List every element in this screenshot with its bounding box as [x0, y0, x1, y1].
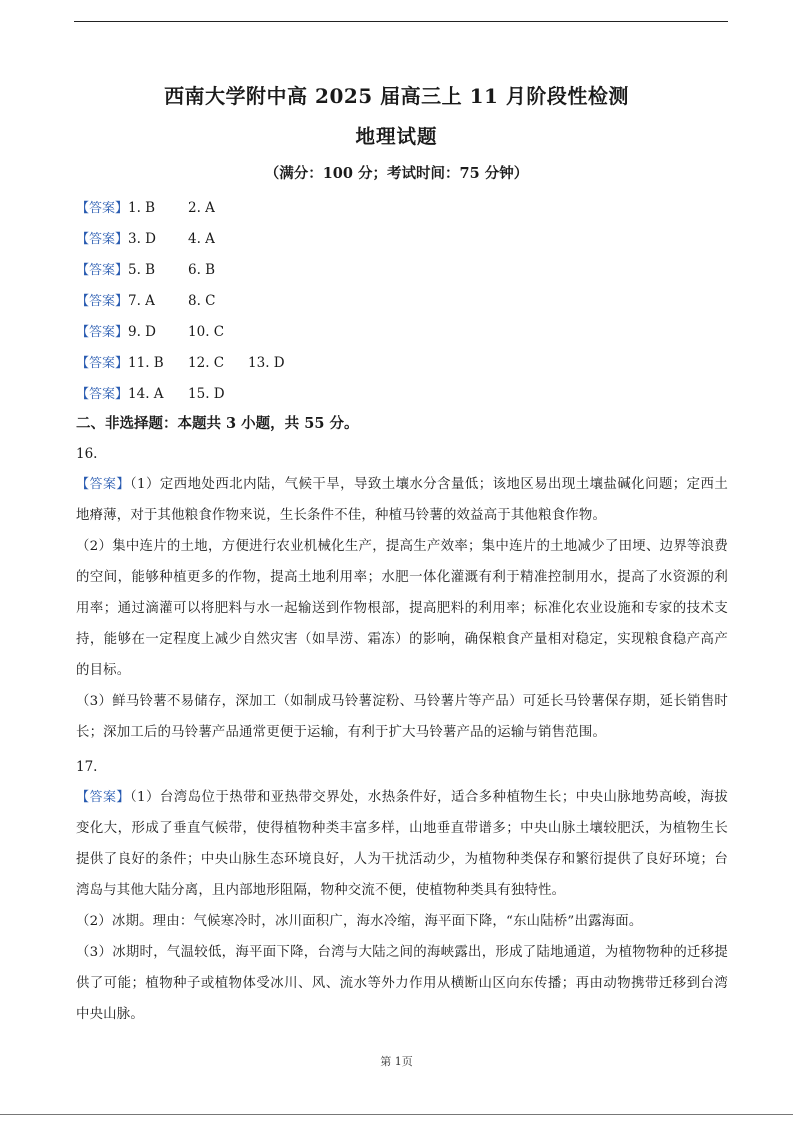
answer-row	[76, 228, 248, 247]
answer-tag: 【答案】	[76, 387, 129, 402]
page-number: 第 1页	[380, 1055, 413, 1068]
answer-item: 14. A	[128, 386, 164, 402]
question-number: 17.	[76, 759, 98, 775]
answer-item: 6. B	[188, 262, 216, 278]
section-title: 二、非选择题：本题共 3 小题，共 55 分。	[76, 415, 359, 432]
answer-tag: 【答案】	[76, 477, 130, 492]
answer-item: 1. B	[128, 200, 156, 216]
answer-tag: 【答案】	[76, 201, 129, 216]
answer-text: （1）台湾岛位于热带和亚热带交界处，水热条件好，适合多种植物生长；中央山脉地势高峻，海拔变化大，形成了垂直气候带，使得植物种类丰富多样，山地垂直带谱多；中央山脉土壤较肥沃，为植物生长提供了良好的条件；中央山脉生态环境良好，人为干扰活动少，为植物种类保存和繁衍提供了良好环境；台湾岛与其他大陆分离，且内部地形阻隔，物种交流不便，使植物种类具有独特性。	[76, 790, 728, 898]
answer-item: 5. B	[128, 262, 156, 278]
answer-tag: 【答案】	[76, 790, 130, 805]
page-title: 西南大学附中高 2025 届高三上 11 月阶段性检测	[164, 84, 629, 108]
answer-item: 11. B	[128, 355, 164, 371]
answer-row	[76, 352, 308, 371]
page-subtitle: 地理试题	[355, 125, 438, 148]
answer-row	[76, 259, 248, 278]
answer-item: 15. D	[188, 386, 225, 402]
answer-item: 2. A	[188, 200, 215, 216]
answer-tag: 【答案】	[76, 356, 129, 371]
answer-paragraph: （3）鲜马铃薯不易储存，深加工（如制成马铃薯淀粉、马铃薯片等产品）可延长马铃薯保存期，延长销售时长；深加工后的马铃薯产品通常更便于运输，有利于扩大马铃薯产品的运输与销售范围。	[76, 694, 728, 740]
answer-item: 8. C	[188, 293, 216, 309]
answer-tag: 【答案】	[76, 325, 129, 340]
answer-tag: 【答案】	[76, 232, 129, 247]
answer-paragraph	[76, 469, 728, 531]
answer-item: 13. D	[248, 355, 285, 371]
answer-item: 10. C	[188, 324, 225, 340]
answer-tag: 【答案】	[76, 294, 129, 309]
answer-paragraph: （2）集中连片的土地，方便进行农业机械化生产，提高生产效率；集中连片的土地减少了田埂、边界等浪费的空间，能够种植更多的作物，提高土地利用率；水肥一体化灌溉有利于精准控制用水，提高了水资源的利用率；通过滴灌可以将肥料与水一起输送到作物根部，提高肥料的利用率；标准化农业设施和专家的技术支持，能够在一定程度上减少自然灾害（如旱涝、霜冻）的影响，确保粮食产量相对稳定，实现粮食稳产高产的目标。	[76, 539, 728, 678]
question-number: 16.	[76, 446, 98, 462]
answer-row	[76, 290, 248, 309]
answer-row	[76, 321, 248, 340]
exam-meta: （满分：100 分；考试时间：75 分钟）	[264, 165, 529, 182]
answer-tag: 【答案】	[76, 263, 129, 278]
answer-item: 4. A	[188, 231, 215, 247]
answer-paragraph: （3）冰期时，气温较低，海平面下降，台湾与大陆之间的海峡露出，形成了陆地通道，为植物物种的迁移提供了可能；植物种子或植物体受冰川、风、流水等外力作用从横断山区向东传播；再由动物携带迁移到台湾中央山脉。	[76, 945, 728, 1022]
answer-row	[76, 383, 248, 402]
answer-text: （1）定西地处西北内陆，气候干旱，导致土壤水分含量低；该地区易出现土壤盐碱化问题；定西土地瘠薄，对于其他粮食作物来说，生长条件不佳，种植马铃薯的效益高于其他粮食作物。	[76, 477, 728, 523]
answer-row	[76, 197, 248, 216]
answer-item: 7. A	[128, 293, 155, 309]
answer-paragraph	[76, 782, 728, 906]
answer-item: 12. C	[188, 355, 225, 371]
answer-item: 3. D	[128, 231, 157, 247]
bottom-rule	[0, 1114, 793, 1115]
top-rule	[74, 21, 728, 22]
answer-item: 9. D	[128, 324, 157, 340]
answer-paragraph: （2）冰期。理由：气候寒冷时，冰川面积广，海水冷缩，海平面下降，“东山陆桥”出露海面。	[76, 914, 643, 929]
